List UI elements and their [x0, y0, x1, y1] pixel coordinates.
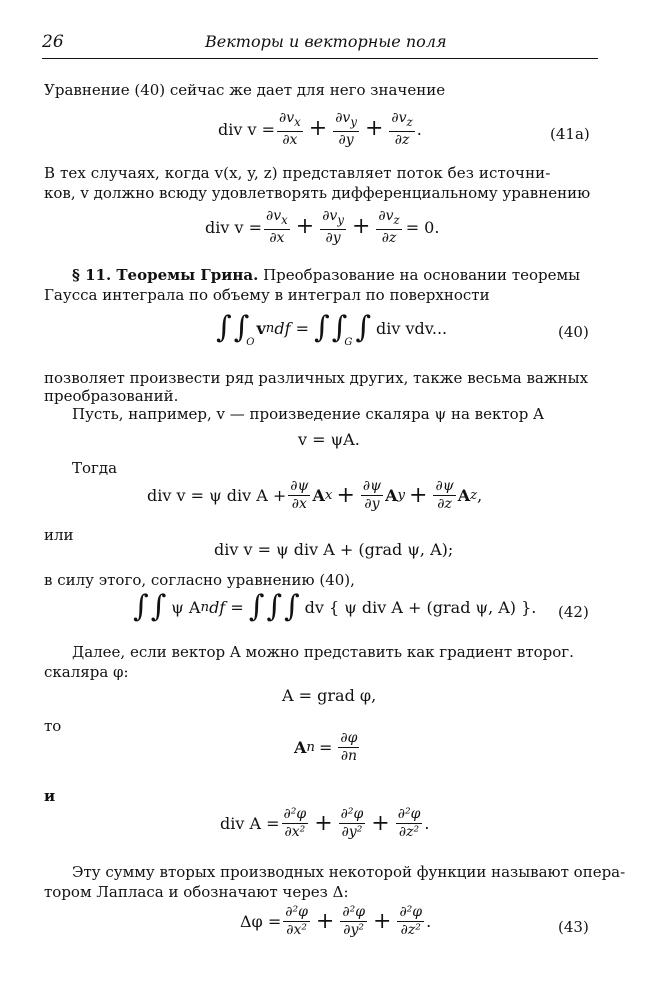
word-ili: или: [44, 526, 74, 544]
word-to: то: [44, 717, 62, 735]
equation-div-a: div A = $\frac{\text{∂²φ}}{\text{∂x²}}$ + $\frac{\text{∂²φ}}{\text{∂y²}}$ + $\frac{\text{∂²φ}}{\text{∂z²}}$ .: [220, 806, 430, 840]
paragraph-6-line-2: скаляра φ:: [44, 663, 129, 681]
section-heading: § 11. Теоремы Грина.: [72, 266, 259, 284]
section-line-2: Гаусса интеграла по объему в интеграл по поверхности: [44, 286, 490, 304]
equation-41a: div v = $\frac{\partial v_x}{\partial x}$ + $\frac{\partial v_y}{\partial y}$ + $\frac{\partial v_z}{\partial z}$ .: [218, 110, 422, 148]
equation-number: (43): [558, 918, 589, 936]
equation-43: Δφ = $\frac{\text{∂²φ}}{\text{∂x²}}$ + $\frac{\text{∂²φ}}{\text{∂y²}}$ + $\frac{\text{∂²φ}}{\text{∂z²}}$ .: [240, 904, 432, 938]
page-number: 26: [42, 32, 64, 52]
paragraph-5: в силу этого, согласно уравнению (40),: [44, 571, 355, 589]
equation-number: (40): [558, 323, 589, 341]
header-rule: [42, 58, 598, 59]
paragraph-7-line-2: тором Лапласа и обозначают через Δ:: [44, 883, 349, 901]
equation-v: v = ψA.: [298, 430, 360, 449]
equation-grad: A = grad φ,: [282, 686, 377, 705]
equation-zero-divergence: div v = $\frac{\partial v_x}{\partial x}$ + $\frac{\partial v_y}{\partial y}$ + $\frac{\partial v_z}{\partial z}$ = 0.: [205, 208, 440, 246]
fraction: $\frac{\partial v_x}{\partial x}$: [279, 110, 301, 148]
equation-42: ∫ ∫ ψ A n df = ∫ ∫ ∫ dv { ψ div A + (grad ψ, A) }.: [133, 589, 537, 624]
equation-div-v-grad: div v = ψ div A + (grad ψ, A);: [214, 540, 454, 559]
equation-div-v-expansion: div v = ψ div A + $\frac{\partial\psi}{\partial x}$ A x + $\frac{\partial\psi}{\partial y}$ A y + $\frac{\partial\psi}{\partial z}$ A z ,: [147, 478, 483, 512]
equation-number: (41a): [550, 125, 590, 143]
equation-number: (42): [558, 603, 589, 621]
equation-an: A n = $\frac{\partial\varphi}{\partial n}$: [294, 730, 358, 764]
fraction: $\frac{\partial v_z}{\partial z}$: [391, 110, 413, 148]
running-title: Векторы и векторные поля: [205, 32, 447, 51]
paragraph-4: Пусть, например, v — произведение скаляра ψ на вектор A: [72, 405, 544, 423]
paragraph-2-line-1: В тех случаях, когда v(x, y, z) представляет поток без источни-: [44, 164, 551, 182]
paragraph-3-line-1: позволяет произвести ряд различных других, также весьма важных: [44, 369, 589, 387]
paragraph-3-line-2: преобразований.: [44, 387, 179, 405]
equation-40: ∫ ∫ O v n df = ∫ ∫ G ∫ div vdv...: [216, 310, 448, 348]
fraction: $\frac{\partial v_y}{\partial y}$: [335, 110, 357, 148]
paragraph-6-line-1: Далее, если вектор A можно представить как градиент второг.: [72, 643, 574, 661]
word-togda: Тогда: [72, 459, 118, 477]
section-heading-line: § 11. Теоремы Грина. Преобразование на основании теоремы: [72, 266, 581, 284]
paragraph-2-line-2: ков, v должно всюду удовлетворять дифференциальному уравнению: [44, 184, 591, 202]
word-i: и: [44, 787, 56, 805]
paragraph-1: Уравнение (40) сейчас же дает для него значение: [44, 81, 446, 99]
paragraph-7-line-1: Эту сумму вторых производных некоторой функции называют опера-: [72, 863, 626, 881]
eq-lhs: div v =: [218, 119, 276, 139]
